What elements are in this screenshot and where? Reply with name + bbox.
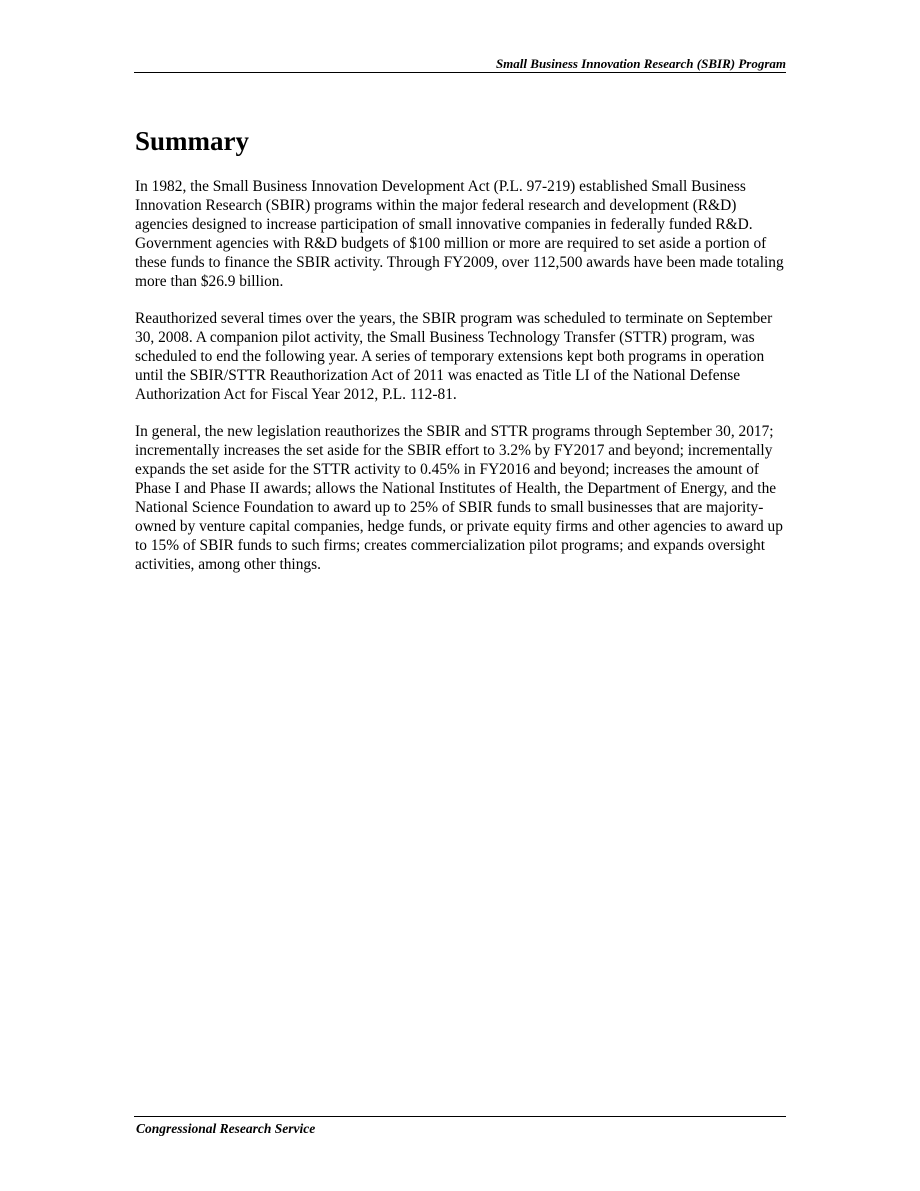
- summary-paragraph-3: In general, the new legislation reauthorizes the SBIR and STTR programs through September 30, 2017; incrementally increases the set aside for the SBIR effort to 3.2% by FY2017 and beyond; incrementally expands the set aside for the STTR activity to 0.45% in FY2016 and beyond; increases the amount of Phase I and Phase II awards; allows the National Institutes of Health, the Department of Energy, and the National Science Foundation to award up to 25% of SBIR funds to small businesses that are majority-owned by venture capital companies, hedge funds, or private equity firms and other agencies to award up to 15% of SBIR funds to such firms; creates commercialization pilot programs; and expands oversight activities, among other things.: [135, 423, 783, 573]
- summary-paragraph-2: Reauthorized several times over the years, the SBIR program was scheduled to terminate on September 30, 2008. A companion pilot activity, the Small Business Technology Transfer (STTR) program, was scheduled to end the following year. A series of temporary extensions kept both programs in operation until the SBIR/STTR Reauthorization Act of 2011 was enacted as Title LI of the National Defense Authorization Act for Fiscal Year 2012, P.L. 112-81.: [135, 310, 773, 403]
- running-footer: Congressional Research Service: [136, 1121, 316, 1136]
- running-header: Small Business Innovation Research (SBIR) Program: [495, 56, 786, 71]
- footer-rule: [134, 1116, 786, 1117]
- summary-paragraph-1: In 1982, the Small Business Innovation Development Act (P.L. 97-219) established Small Business Innovation Research (SBIR) programs within the major federal research and development (R&D) agencies designed to increase participation of small innovative companies in federally funded R&D. Government agencies with R&D budgets of $100 million or more are required to set aside a portion of these funds to finance the SBIR activity. Through FY2009, over 112,500 awards have been made totaling more than $26.9 billion.: [135, 178, 784, 290]
- header-rule: [134, 72, 786, 73]
- summary-body: [135, 177, 786, 592]
- section-title: Summary: [135, 126, 249, 156]
